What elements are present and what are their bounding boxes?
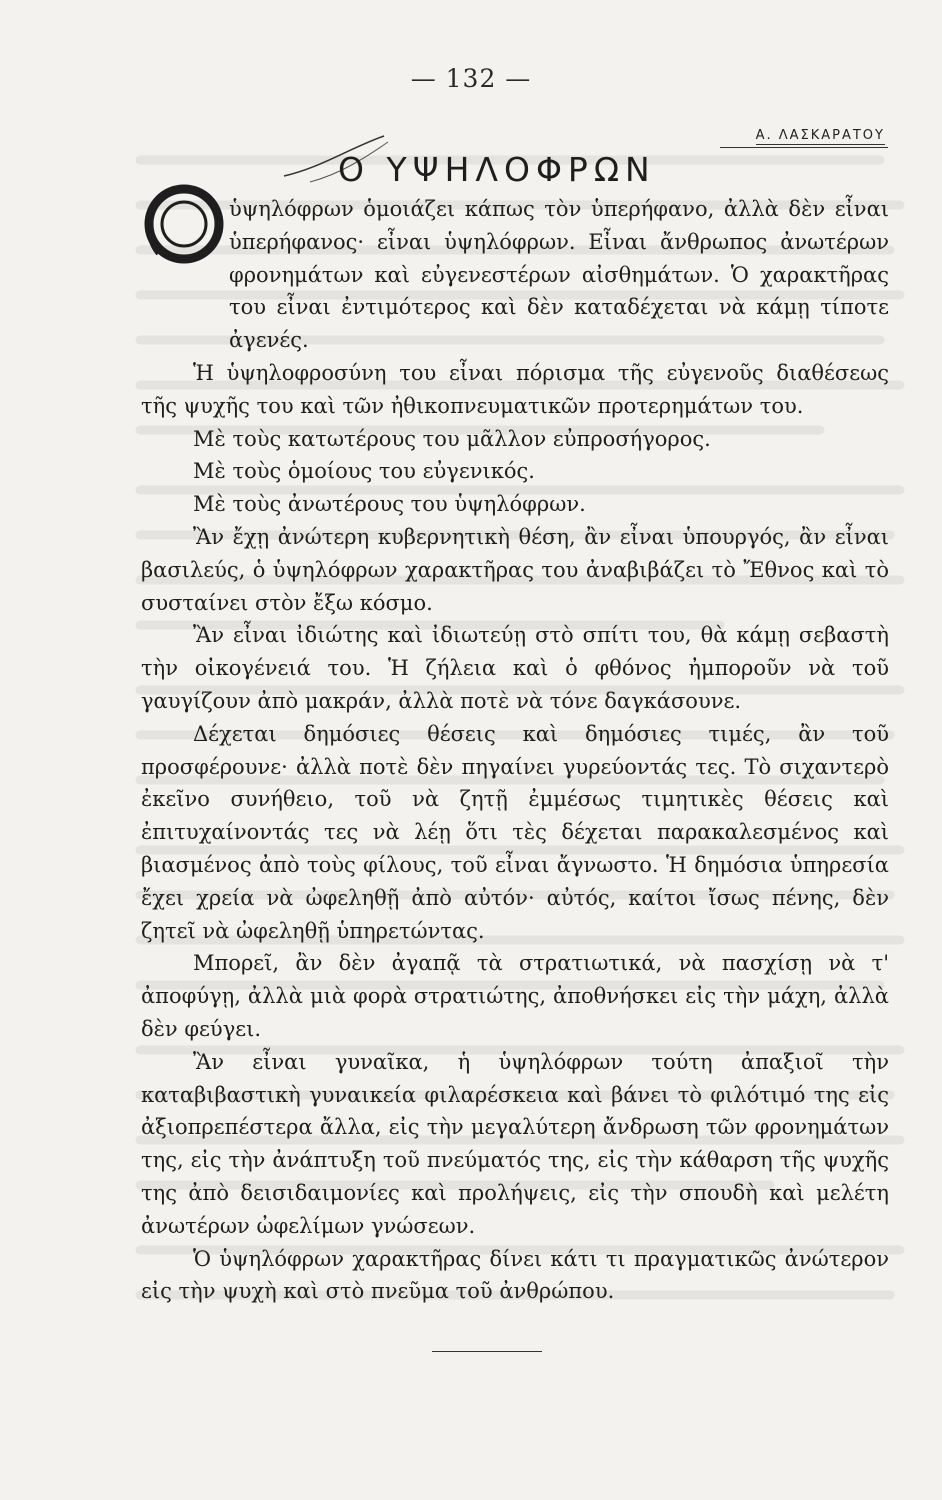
paragraph-3: Μὲ τοὺς κατωτέρους του μᾶλλον εὐπροσήγορος. xyxy=(193,426,711,451)
paragraph-8: Δέχεται δημόσιες θέσεις καὶ δημόσιες τιμές, ἂν τοῦ προσφέρουνε· ἀλλὰ ποτὲ δὲν πηγαίνει γυρεύοντάς τες. Τὸ σιχαντερὸ ἐκεῖνο συνήθειο, τοῦ νὰ ζητῇ ἐμμέσως τιμητικὲς θέσεις καὶ ἐπιτυχαίνοντάς τες νὰ λέῃ ὅτι τὲς δέχεται παρακαλεσμένος καὶ βιασμένος ἀπὸ τοὺς φίλους, τοῦ εἶναι ἄγνωστο. Ἡ δημόσια ὑπηρεσία ἔχει χρεία νὰ ὠφεληθῇ ἀπὸ αὐτόν· αὐτός, καίτοι ἴσως πένης, δὲν ζητεῖ νὰ ὠφεληθῇ ὑπηρετώντας. xyxy=(141,721,889,943)
paragraph-2: Ἡ ὑψηλοφροσύνη του εἶναι πόρισμα τῆς εὐγενοῦς διαθέσεως τῆς ψυχῆς του καὶ τῶν ἠθικοπνευματικῶν προτερημάτων του. xyxy=(141,360,889,418)
paragraph-1 xyxy=(141,193,889,357)
title-rule xyxy=(720,147,888,148)
page-number: — 132 — xyxy=(410,64,532,93)
paragraph-1-opening: ὑψηλόφρων ὁμοιάζει κάπως τὸν ὑπερήφανο, ἀλλὰ δὲν εἶναι ὑπερήφανος· εἶναι ὑψηλόφρων. Εἶναι ἄνθρωπος xyxy=(229,197,889,254)
author-name: Α. ΛΑΣΚΑΡΑΤΟΥ xyxy=(755,128,885,143)
paragraph-7: Ἂν εἶναι ἰδιώτης καὶ ἰδιωτεύῃ στὸ σπίτι του, θὰ κάμῃ σεβαστὴ τὴν οἰκογένειά του. Ἡ ζήλεια καὶ ὁ φθόνος ἠμποροῦν νὰ τοῦ γαυγίζουν ἀπὸ μακράν, ἀλλὰ ποτὲ νὰ τόνε δαγκάσουνε. xyxy=(141,623,889,713)
article-title: Ο ΥΨΗΛΟΦΡΩΝ xyxy=(338,150,656,189)
paragraph-5: Μὲ τοὺς ἀνωτέρους του ὑψηλόφρων. xyxy=(193,492,586,517)
paragraph-9: Μπορεῖ, ἂν δὲν ἀγαπᾷ τὰ στρατιωτικά, νὰ πασχίσῃ νὰ τ' ἀποφύγῃ, ἀλλὰ μιὰ φορὰ στρατιώτης, ἀποθνήσκει εἰς τὴν μάχη, ἀλλὰ δὲν φεύγει. xyxy=(141,951,889,1041)
paragraph-10: Ἂν εἶναι γυναῖκα, ἡ ὑψηλόφρων τούτη ἀπαξιοῖ τὴν καταβιβαστικὴ γυναικεία φιλαρέσκεια καὶ βάνει τὸ φιλότιμό της εἰς ἀξιοπρεπέστερα ἄλλα, εἰς τὴν μεγαλύτερη ἄνδρωση τῶν φρονημάτων της, εἰς τὴν ἀνάπτυξη τοῦ πνεύματός της, εἰς τὴν κάθαρση τῆς ψυχῆς της ἀπὸ δεισιδαιμονίες καὶ προλήψεις, εἰς τὴν σπουδὴ καὶ μελέτη ἀνωτέρων ὠφελίμων γνώσεων. xyxy=(141,1049,889,1238)
end-rule xyxy=(432,1351,542,1352)
paragraph-6: Ἂν ἔχῃ ἀνώτερη κυβερνητικὴ θέση, ἂν εἶναι ὑπουργός, ἂν εἶναι βασιλεύς, ὁ ὑψηλόφρων χαρακτῆρας του ἀναβιβάζει τὸ Ἔθνος καὶ τὸ συσταίνει στὸν ἔξω κόσμο. xyxy=(141,524,889,615)
paragraph-4: Μὲ τοὺς ὁμοίους του εὐγενικός. xyxy=(193,459,535,484)
paragraph-1-rest: ἀνωτέρων φρονημάτων καὶ εὐγενεστέρων αἰσθημάτων. Ὁ χαρακτῆρας του εἶναι ἐντιμότερος καὶ δὲν καταδέχεται νὰ κάμῃ τίποτε ἀγενές. xyxy=(229,229,889,353)
paragraph-11: Ὁ ὑψηλόφρων χαρακτῆρας δίνει κάτι τι πραγματικῶς ἀνώτερον εἰς τὴν ψυχὴ καὶ στὸ πνεῦμα τοῦ ἀνθρώπου. xyxy=(141,1246,889,1304)
article-body xyxy=(141,193,889,1308)
